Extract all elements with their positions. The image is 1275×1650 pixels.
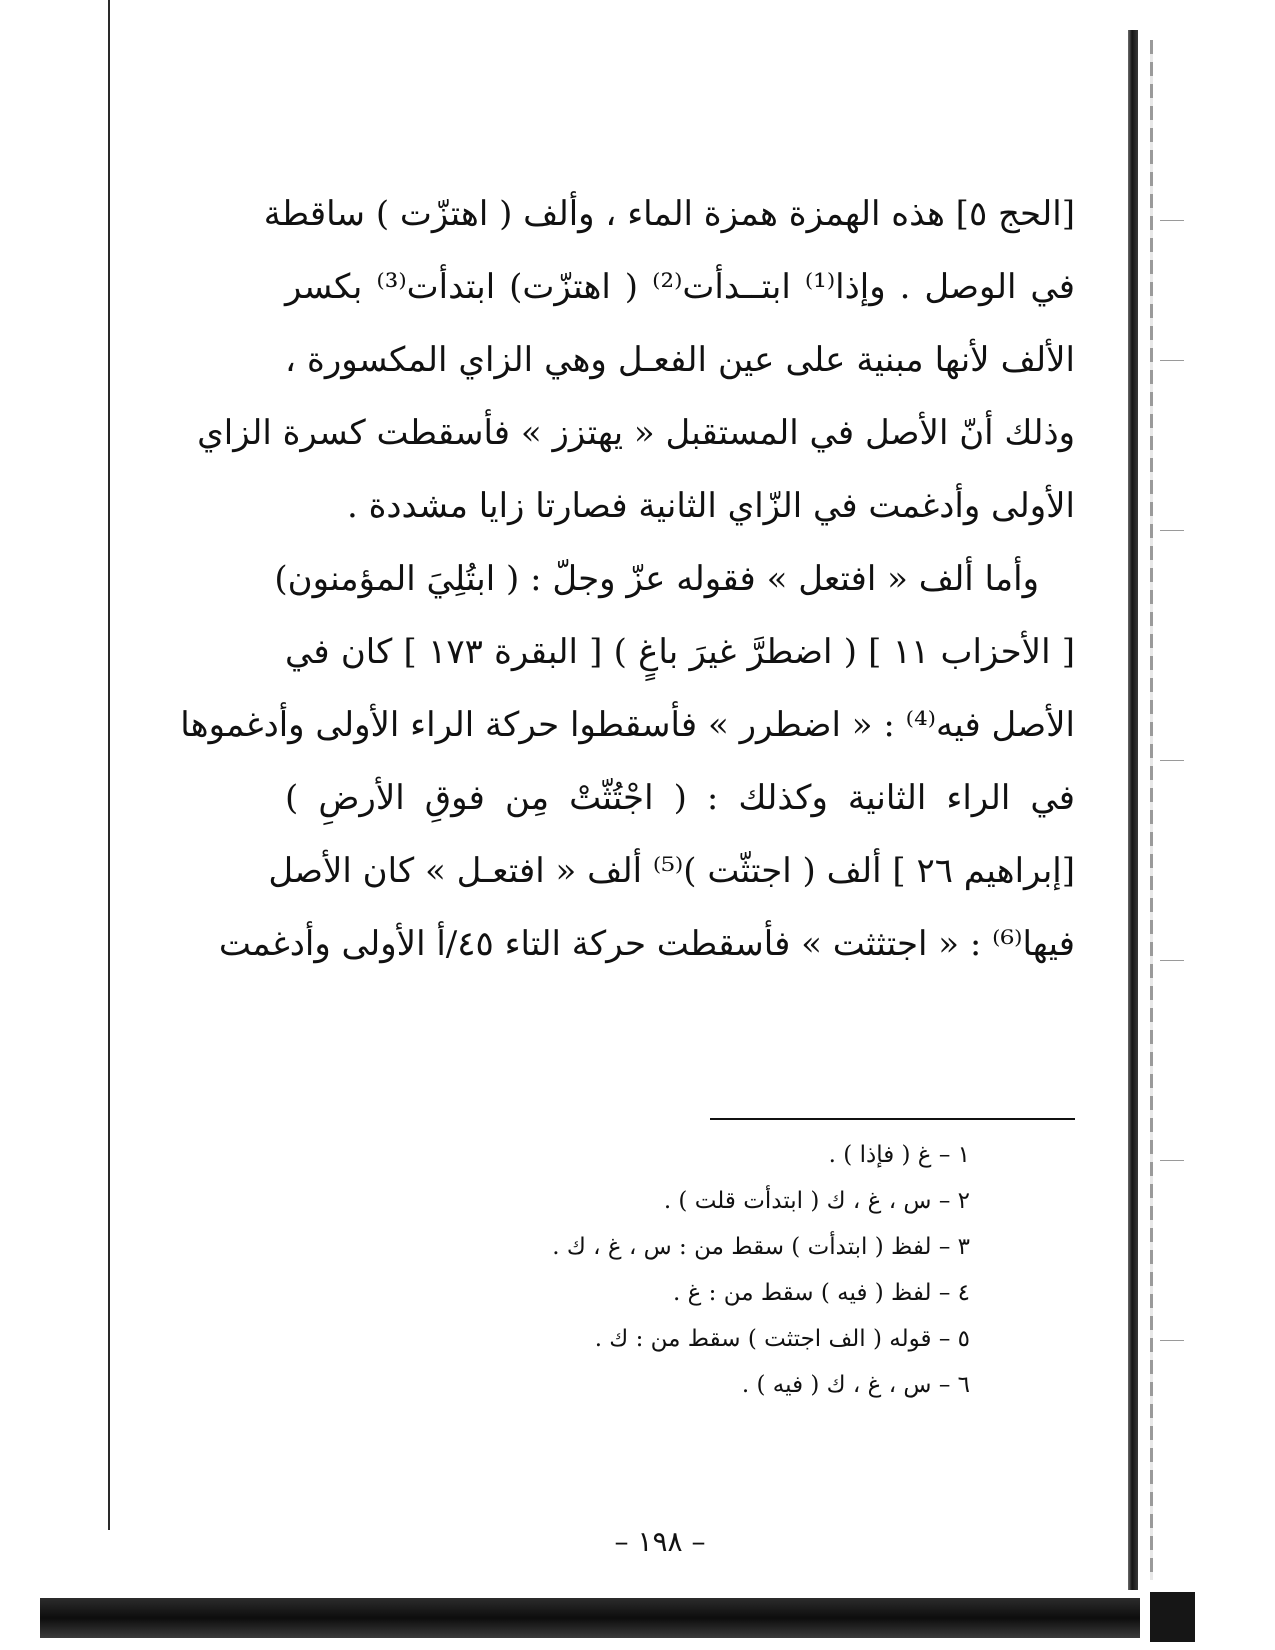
footnote: ٢ – س ، غ ، ك ( ابتدأت قلت ) . <box>663 1188 970 1214</box>
body-line: وذلك أنّ الأصل في المستقبل « يهتزز » فأسقطت كسرة الزاي <box>197 413 1075 453</box>
scan-bottom-block <box>1150 1592 1195 1642</box>
footnote: ١ – غ ( فإذا ) . <box>828 1142 970 1168</box>
footnote: ٦ – س ، غ ، ك ( فيه ) . <box>741 1372 970 1398</box>
page-number: – ١٩٨ – <box>614 1525 706 1558</box>
body-line: فيها⁽⁶⁾ : « اجتثثت » فأسقطت حركة التاء ٤٥/أ الأولى وأدغمت <box>218 924 1075 964</box>
footnote-separator <box>710 1118 1075 1120</box>
page-edge-marks <box>1160 200 1220 1500</box>
body-line: وأما ألف « افتعل » فقوله عزّ وجلّ : ( ابتُلِيَ المؤمنون) <box>274 559 1039 599</box>
footnote: ٤ – لفظ ( فيه ) سقط من : غ . <box>672 1280 970 1306</box>
book-spine-shadow <box>1128 30 1138 1590</box>
scan-bottom-band <box>40 1598 1140 1638</box>
body-line: [إبراهيم ٢٦ ] ألف ( اجتثّت )⁽⁵⁾ ألف « افتعـل » كان الأصل <box>268 851 1075 891</box>
body-line: الألف لأنها مبنية على عين الفعـل وهي الزاي المكسورة ، <box>285 340 1075 380</box>
body-line: في الوصل . وإذا⁽¹⁾ ابتــدأت⁽²⁾ ( اهتزّت) ابتدأت⁽³⁾ بكسر <box>285 267 1075 307</box>
body-line: [ الأحزاب ١١ ] ( اضطرَّ غيرَ باغٍ ) [ البقرة ١٧٣ ] كان في <box>285 632 1076 672</box>
body-line: في الراء الثانية وكذلك : ( اجْتُثّتْ مِن فوقِ الأرضِ ) <box>285 778 1075 818</box>
body-text <box>180 178 1076 981</box>
scan-left-rule <box>108 0 110 1530</box>
footnote: ٥ – قوله ( الف اجتثت ) سقط من : ك . <box>594 1326 970 1352</box>
body-line: الأولى وأدغمت في الزّاي الثانية فصارتا زايا مشددة . <box>346 486 1075 526</box>
body-line: [الحج ٥] هذه الهمزة همزة الماء ، وألف ( اهتزّت ) ساقطة <box>263 194 1075 234</box>
book-spine-edge <box>1150 40 1153 1580</box>
body-line: الأصل فيه⁽⁴⁾ : « اضطرر » فأسقطوا حركة الراء الأولى وأدغموها <box>180 705 1075 745</box>
footnotes <box>460 1132 1050 1408</box>
footnote: ٣ – لفظ ( ابتدأت ) سقط من : س ، غ ، ك . <box>552 1234 970 1260</box>
